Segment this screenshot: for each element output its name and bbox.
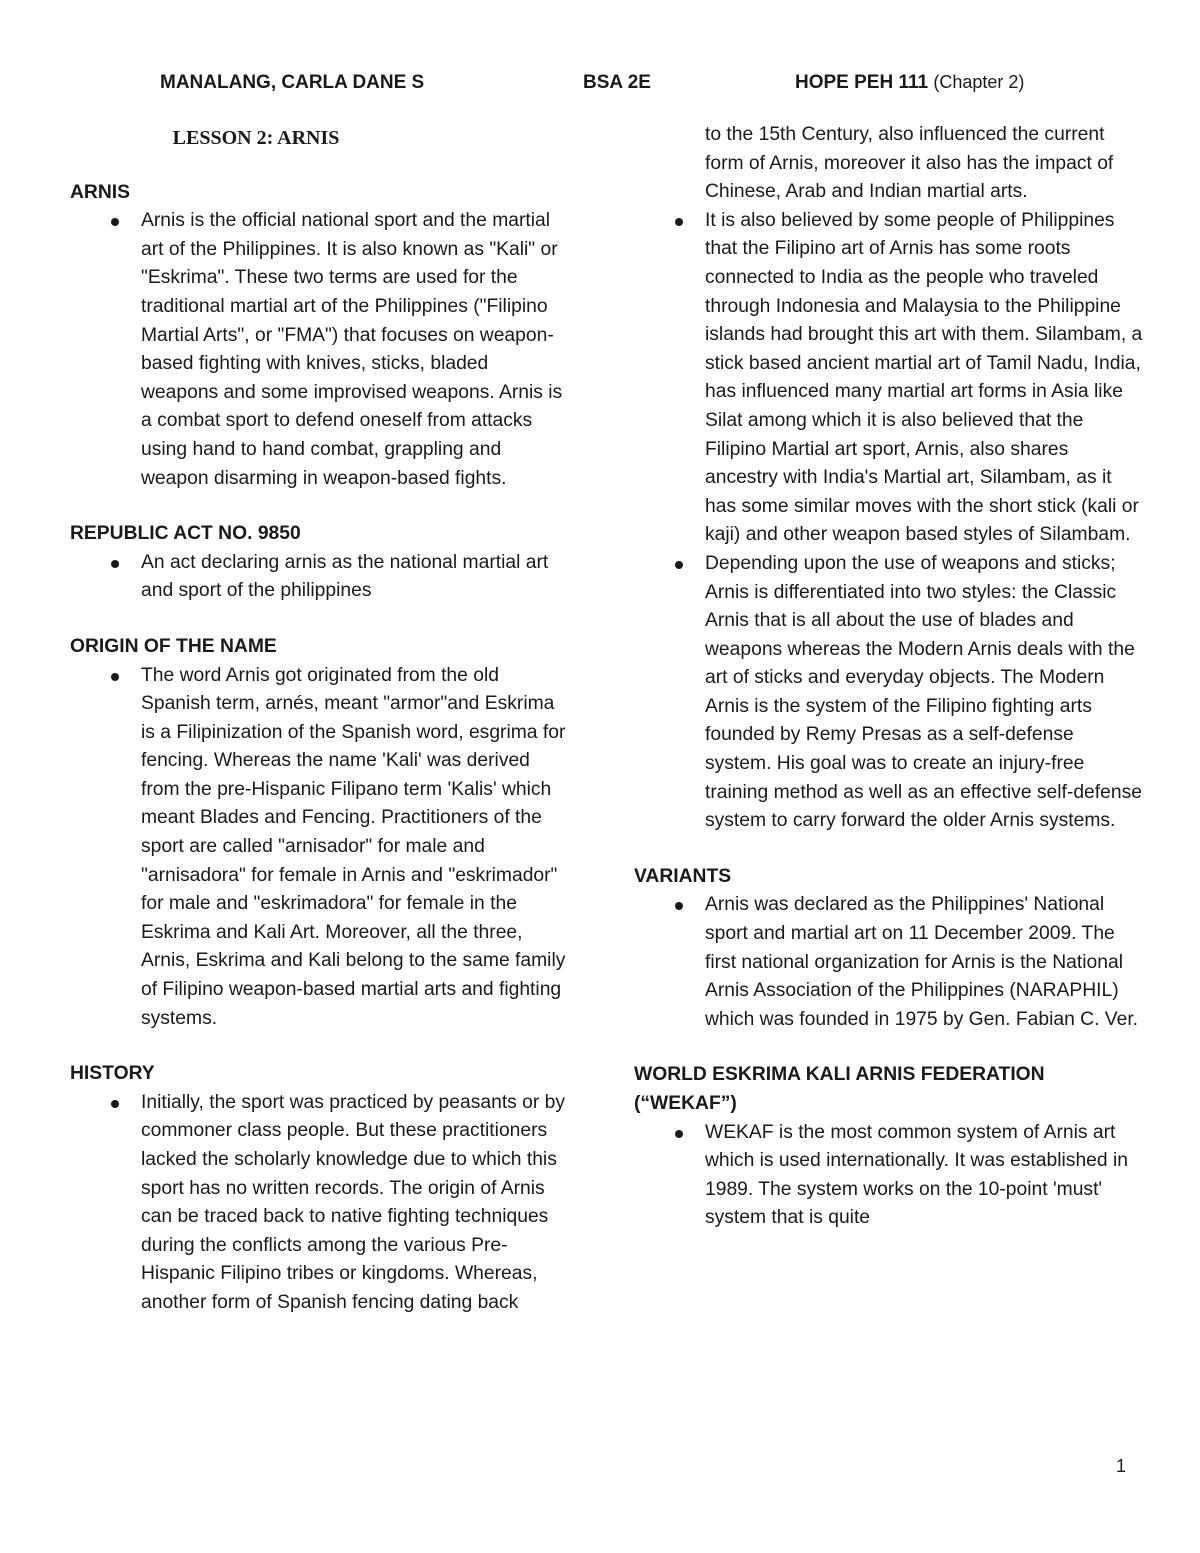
chapter-label: (Chapter 2): [933, 72, 1025, 92]
arnis-list: [70, 207, 570, 493]
list-item: Depending upon the use of weapons and sticks; Arnis is differentiated into two styles: the Classic Arnis that is all about the use of blades and weapons whereas the Modern Arnis deals with the art of sticks and everyday objects. The Modern Arnis is the system of the Filipino fighting arts founded by Remy Presas as a self-defense system. His goal was to create an injury-free training method as well as an effective self-defense system to carry forward the older Arnis systems.: [634, 550, 1144, 836]
course-section: BSA 2E: [583, 72, 651, 93]
left-column: [70, 120, 570, 1345]
section-wekaf: [634, 1061, 1144, 1233]
section-republic-act: [70, 520, 570, 606]
list-item: An act declaring arnis as the national martial art and sport of the philippines: [70, 549, 570, 606]
section-title-wekaf: WORLD ESKRIMA KALI ARNIS FEDERATION (“WEKAF”): [634, 1064, 1045, 1114]
section-history: [70, 1060, 570, 1317]
history-continuation: to the 15th Century, also influenced the current form of Arnis, moreover it also has the impact of Chinese, Arab and Indian martial arts.: [705, 124, 1114, 203]
subject-code: [795, 72, 1024, 94]
page-header: [0, 72, 1200, 98]
page-number: 1: [1116, 1456, 1127, 1476]
right-column: [634, 121, 1144, 1260]
lesson-title: LESSON 2: ARNIS: [172, 127, 340, 149]
subject-label: HOPE PEH 111: [795, 72, 929, 93]
variants-list: [634, 891, 1144, 1034]
list-item: It is also believed by some people of Philippines that the Filipino art of Arnis has some roots connected to India as the people who traveled through Indonesia and Malaysia to the Philippine islands had brought this art with them. Silambam, a stick based ancient martial art of Tamil Nadu, India, has influenced many martial art forms in Asia like Silat among which it is also believed that the Filipino Martial art sport, Arnis, also shares ancestry with India's Martial art, Silambam, as it has some similar moves with the short stick (kali or kaji) and other weapon based styles of Silambam.: [634, 207, 1144, 550]
list-item: The word Arnis got originated from the old Spanish term, arnés, meant "armor"and Eskrima is a Filipinization of the Spanish word, esgrima for fencing. Whereas the name 'Kali' was derived from the pre-Hispanic Filipano term 'Kalis' which meant Blades and Fencing. Practitioners of the sport are called "arnisador" for male and "arnisadora" for female in Arnis and "eskrimador" for male and "eskrimadora" for female in the Eskrima and Kali Art. Moreover, all the three, Arnis, Eskrima and Kali belong to the same family of Filipino weapon-based martial arts and fighting systems.: [70, 662, 570, 1034]
student-name: MANALANG, CARLA DANE S: [160, 72, 425, 93]
section-history-continued: [634, 121, 1144, 836]
history-more-list: [634, 207, 1144, 836]
section-arnis: [70, 179, 570, 494]
section-variants: [634, 863, 1144, 1035]
section-title-origin: ORIGIN OF THE NAME: [70, 635, 277, 657]
list-item: WEKAF is the most common system of Arnis art which is used internationally. It was established in 1989. The system works on the 10-point 'must' system that is quite: [634, 1119, 1144, 1233]
republic-act-list: [70, 549, 570, 606]
section-title-history: HISTORY: [70, 1063, 155, 1085]
list-item: Arnis was declared as the Philippines' National sport and martial art on 11 December 2009. The first national organization for Arnis is the National Arnis Association of the Philippines (NARAPHIL) which was founded in 1975 by Gen. Fabian C. Ver.: [634, 891, 1144, 1034]
section-title-variants: VARIANTS: [634, 865, 732, 887]
section-origin: [70, 633, 570, 1033]
wekaf-list: [634, 1119, 1144, 1233]
origin-list: [70, 662, 570, 1034]
section-title-arnis: ARNIS: [70, 181, 130, 203]
list-item: Initially, the sport was practiced by peasants or by commoner class people. But these practitioners lacked the scholarly knowledge due to which this sport has no written records. The origin of Arnis can be traced back to native fighting techniques during the conflicts among the various Pre-Hispanic Filipino tribes or kingdoms. Whereas, another form of Spanish fencing dating back: [70, 1089, 570, 1318]
section-title-republic-act: REPUBLIC ACT NO. 9850: [70, 523, 301, 545]
list-item: Arnis is the official national sport and the martial art of the Philippines. It is also known as "Kali" or "Eskrima". These two terms are used for the traditional martial art of the Philippines ("Filipino Martial Arts", or "FMA") that focuses on weapon-based fighting with knives, sticks, bladed weapons and some improvised weapons. Arnis is a combat sport to defend oneself from attacks using hand to hand combat, grappling and weapon disarming in weapon-based fights.: [70, 207, 570, 493]
history-list: [70, 1089, 570, 1318]
